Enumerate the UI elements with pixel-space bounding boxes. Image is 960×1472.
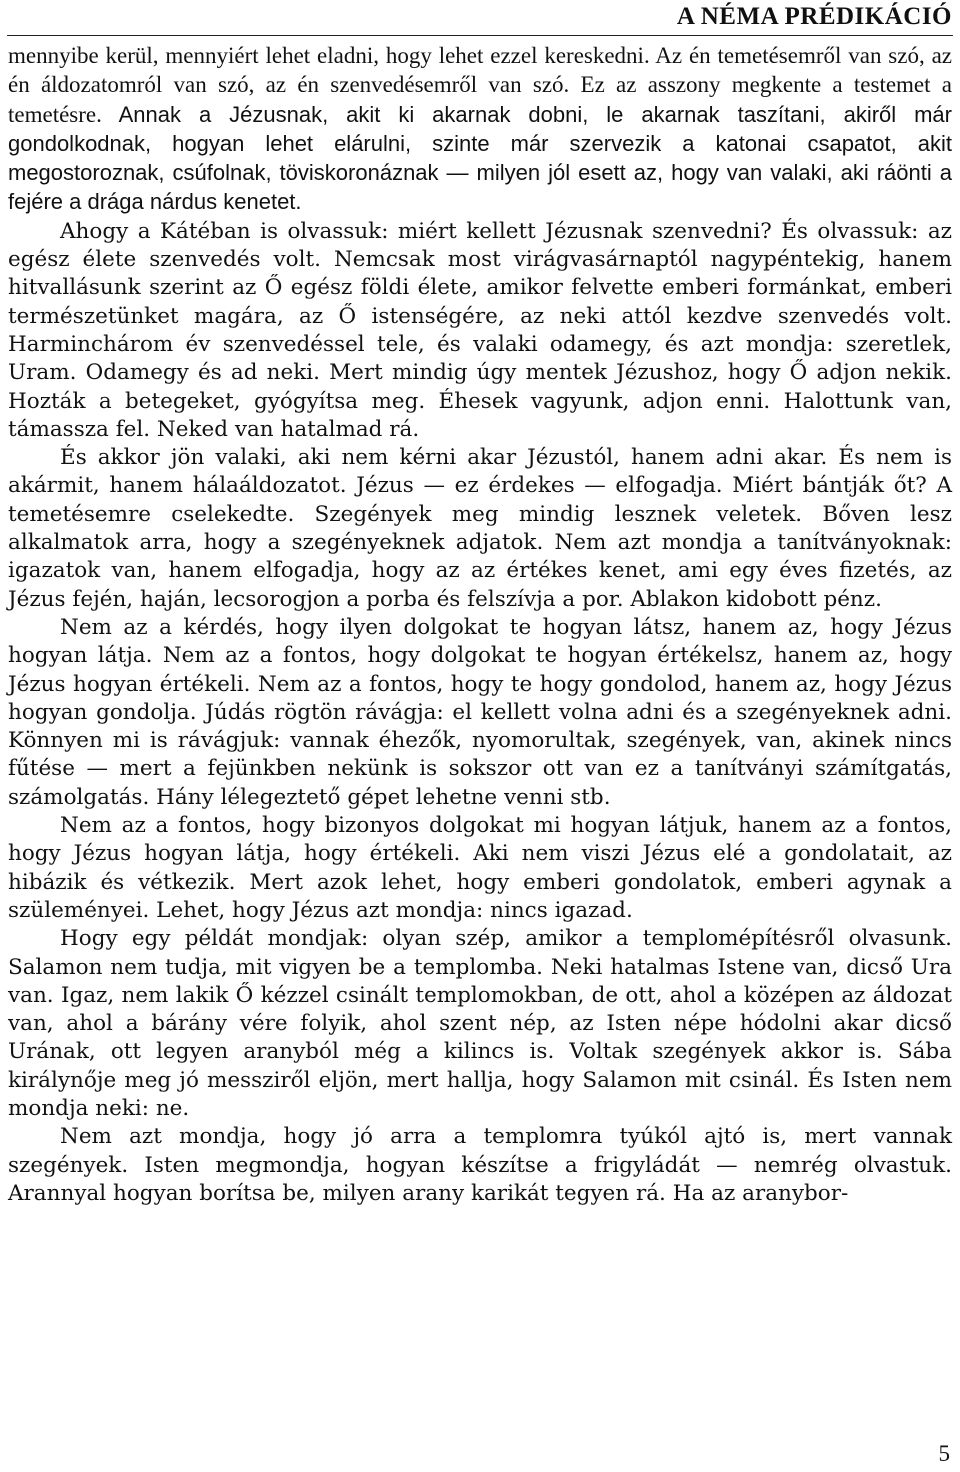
- paragraph-7: Nem azt mondja, hogy jó arra a templomra tyúkól ajtó is, mert vannak szegények. Isten megmondja, hogyan készítse a frigyládát — nemrég olvastuk. Arannyal hogyan borítsa be, milyen arany karikát tegyen rá. Ha az aranybor-: [8, 1124, 952, 1206]
- running-head: A NÉMA PRÉDIKÁCIÓ: [676, 3, 952, 30]
- paragraph-1-part-b: Annak a Jézusnak, akit ki akarnak dobni, le akarnak taszítani, akiről már gondolkodnak, hogyan lehet elárulni, szinte már szervezik a katonai csapatot, akit megostoroznak, csúfolnak, töviskoronáznak — milyen jól esett az, hogy van valaki, aki ráönti a fejére a drága nárdus kenetet.: [8, 101, 952, 215]
- page-number: 5: [938, 1441, 950, 1466]
- body-text: [8, 42, 952, 1208]
- paragraph-6: Hogy egy példát mondjak: olyan szép, amikor a templomépítésről olvasunk. Salamon nem tudja, mit vigyen be a templomba. Neki hatalmas Istene van, dicső Ura van. Igaz, nem lakik Ő kézzel csinált templomokban, de ott, ahol a középen az áldozat van, ahol a bárány vére folyik, ahol szent nép, az Isten népe hódolni akar dicső Urának, ott legyen aranyból még a kilincs is. Voltak szegények akkor is. Sába királynője meg jó messziről eljön, mert hallja, hogy Salamon mit csinál. És Isten nem mondja neki: ne.: [8, 926, 952, 1121]
- paragraph-5: Nem az a fontos, hogy bizonyos dolgokat mi hogyan látjuk, hanem az a fontos, hogy Jézus hogyan látja, hogy értékeli. Aki nem viszi Jézus elé a gondolatait, az hibázik és vétkezik. Mert azok lehet, hogy emberi gondolatok, emberi agynak a szüleményei. Lehet, hogy Jézus azt mondja: nincs igazad.: [8, 813, 952, 923]
- paragraph-1-part-a: mennyibe kerül, mennyiért lehet eladni, hogy lehet ezzel kereskedni. Az én temetésemről van szó, az én áldozatomról van szó, az én szenvedésemről van szó. Ez az asszony megkente a testemet a temetésre.: [8, 43, 952, 127]
- paragraph-4: Nem az a kérdés, hogy ilyen dolgokat te hogyan látsz, hanem az, hogy Jézus hogyan látja. Nem az a fontos, hogy dolgokat te hogyan értékelsz, hanem az, hogy Jézus hogyan értékeli. Nem az a fontos, hogy te hogy gondolod, hanem az, hogy Jézus hogyan gondolja. Júdás rögtön rávágja: el kellett volna adni és a szegényeknek adni. Könnyen mi is rávágjuk: vannak éhezők, nyomorultak, szegények, van, akinek nincs fűtése — mert a fejünkben nekünk is sokszor ott van ez a tanítványi számítgatás, számolgatás. Hány lélegeztető gépet lehetne venni stb.: [8, 614, 952, 810]
- paragraph-2: Ahogy a Kátéban is olvassuk: miért kellett Jézusnak szenvedni? És olvassuk: az egész élete szenvedés volt. Nemcsak most virágvasárnaptól nagypéntekig, hanem hitvallásunk szerint az Ő egész földi élete, amikor felvette emberi formánkat, emberi természetünket magára, az Ő istenségére, az neki attól kezdve szenvedés volt. Harminchárom év szenvedéssel tele, és valaki odamegy, és azt mondja: szeretlek, Uram. Odamegy és ad neki. Mert mindig úgy mentek Jézushoz, hogy Ő adjon nekik. Hozták a betegeket, gyógyítsa meg. Éhesek vagyunk, adjon enni. Halottunk van, támassza fel. Neked van hatalmad rá.: [8, 218, 952, 442]
- paragraph-3: És akkor jön valaki, aki nem kérni akar Jézustól, hanem adni akar. És nem is akármit, hanem hálaáldozatot. Jézus — ez érdekes — elfogadja. Miért bántják őt? A temetésemre cselekedte. Szegények meg mindig lesznek veletek. Bőven lesz alkalmatok arra, hogy a szegényeknek adjatok. Nem azt mondja a tanítványoknak: igazatok van, hanem elfogadja, hogy az az értékes kenet, ami egy éves fizetés, az Jézus fején, haján, lecsorogjon a porba és felszívja a por. Ablakon kidobott pénz.: [8, 445, 952, 612]
- header-rule: [7, 35, 953, 36]
- paragraph-1: [8, 42, 952, 218]
